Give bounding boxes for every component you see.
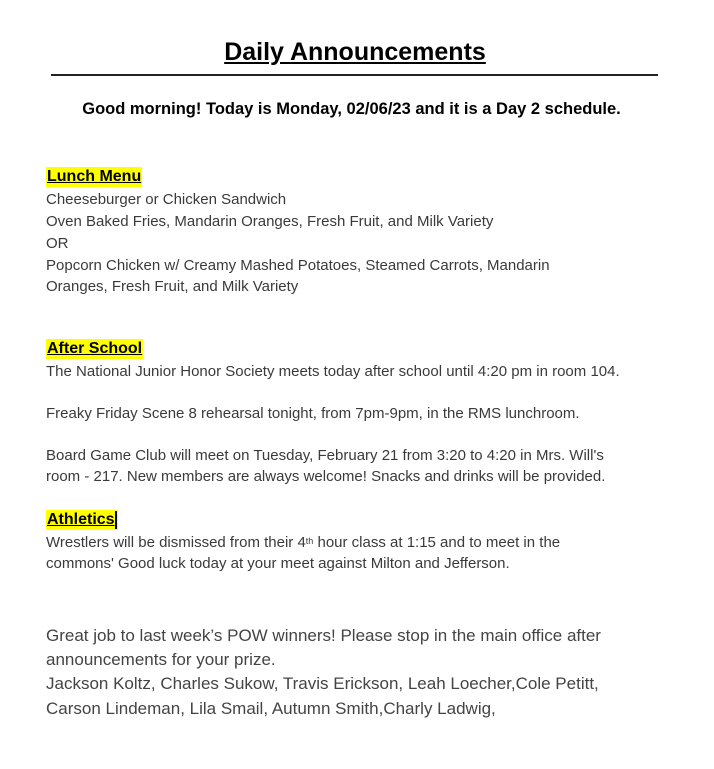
- after-school-line: Board Game Club will meet on Tuesday, February 21 from 3:20 to 4:20 in Mrs. Will's: [46, 447, 604, 464]
- after-school-heading: After School: [47, 340, 143, 357]
- athletics-line: [46, 532, 560, 554]
- athletics-line-text: hour class at 1:15 and to meet in the: [313, 534, 561, 551]
- page-title: Daily Announcements: [224, 38, 486, 66]
- title-divider: [51, 74, 658, 76]
- athletics-line: commons' Good luck today at your meet against Milton and Jefferson.: [46, 555, 510, 572]
- after-school-line: Freaky Friday Scene 8 rehearsal tonight, from 7pm-9pm, in the RMS lunchroom.: [46, 405, 580, 422]
- lunch-line: Cheeseburger or Chicken Sandwich: [46, 191, 287, 208]
- pow-winners-line: Jackson Koltz, Charles Sukow, Travis Erickson, Leah Loecher,Cole Petitt,: [46, 674, 599, 693]
- pow-line: Great job to last week’s POW winners! Please stop in the main office after: [46, 626, 601, 645]
- lunch-line: Oven Baked Fries, Mandarin Oranges, Fresh Fruit, and Milk Variety: [46, 213, 494, 230]
- athletics-heading-label: Athletics: [47, 511, 115, 528]
- athletics-line-text: Wrestlers will be dismissed from their 4: [46, 534, 306, 551]
- lunch-line: OR: [46, 235, 69, 252]
- after-school-line: room - 217. New members are always welcome! Snacks and drinks will be provided.: [46, 468, 606, 485]
- pow-winners-line: Carson Lindeman, Lila Smail, Autumn Smith,Charly Ladwig,: [46, 699, 496, 718]
- greeting-line: Good morning! Today is Monday, 02/06/23 and it is a Day 2 schedule.: [82, 100, 621, 118]
- pow-line: announcements for your prize.: [46, 650, 276, 669]
- lunch-menu-heading: Lunch Menu: [47, 168, 142, 185]
- text-cursor: [115, 511, 117, 529]
- lunch-line: Oranges, Fresh Fruit, and Milk Variety: [46, 278, 299, 295]
- after-school-line: The National Junior Honor Society meets today after school until 4:20 pm in room 104.: [46, 363, 620, 380]
- ordinal-suffix: th: [305, 536, 314, 546]
- lunch-line: Popcorn Chicken w/ Creamy Mashed Potatoes, Steamed Carrots, Mandarin: [46, 257, 550, 274]
- athletics-heading: [46, 510, 118, 530]
